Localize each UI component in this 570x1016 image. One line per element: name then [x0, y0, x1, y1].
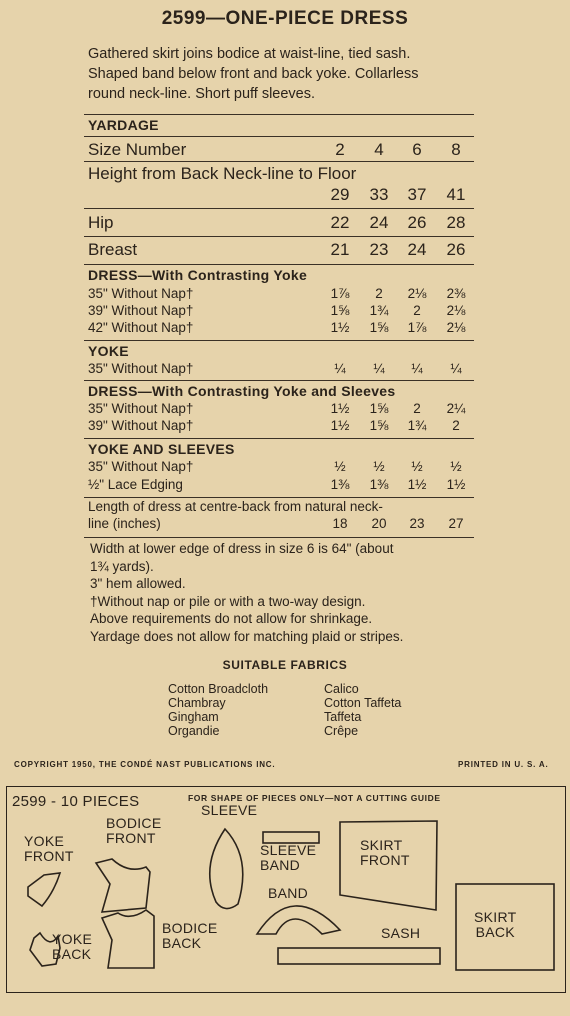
hip-value: 24	[369, 213, 389, 232]
cell-value: 1½	[446, 477, 466, 492]
cell-value: ¼	[411, 361, 423, 376]
row-label: 35" Without Nap†	[88, 401, 194, 416]
note-line: 3" hem allowed.	[90, 576, 186, 591]
bodice-back-piece	[102, 910, 154, 968]
height-value: 37	[407, 185, 427, 204]
cell-value: 1⅝	[369, 418, 389, 433]
fabric-item: Taffeta	[324, 710, 362, 724]
breast-value: 23	[369, 240, 389, 259]
length-value: 18	[332, 516, 348, 531]
note-line: Above requirements do not allow for shrinkage.	[90, 611, 373, 626]
page-title: 2599—ONE-PIECE DRESS	[161, 8, 409, 29]
cell-value: 2	[375, 286, 383, 301]
length-value: 27	[448, 516, 464, 531]
size-value: 4	[374, 140, 384, 159]
printed-text: PRINTED IN U. S. A.	[458, 760, 549, 769]
skirt-back-label: SKIRT BACK	[474, 909, 517, 940]
row-label: 35" Without Nap†	[88, 286, 194, 301]
cell-value: 1⅜	[369, 477, 389, 492]
sleeve-band-label: SLEEVE BAND	[260, 842, 317, 873]
hip-label: Hip	[88, 213, 114, 232]
sash-piece	[278, 948, 440, 964]
cell-value: 1⅝	[369, 401, 389, 416]
hip-value: 26	[407, 213, 427, 232]
row-label: 35" Without Nap†	[88, 459, 194, 474]
bodice-front-label: BODICE FRONT	[106, 815, 162, 846]
cell-value: 2	[413, 303, 421, 318]
length-label: line (inches)	[88, 516, 161, 531]
row-label: 39" Without Nap†	[88, 303, 194, 318]
cell-value: 1⅞	[407, 320, 427, 335]
row-label: ½" Lace Edging	[88, 477, 183, 492]
bodice-front-piece	[96, 859, 150, 912]
section-heading: YOKE	[88, 343, 129, 359]
note-line: Yardage does not allow for matching plaid or stripes.	[90, 628, 404, 644]
fabric-item: Calico	[324, 682, 359, 696]
cell-value: 1½	[330, 320, 350, 335]
cell-value: 1½	[330, 418, 350, 433]
size-value: 2	[335, 140, 345, 159]
cell-value: 2¼	[446, 401, 466, 416]
cell-value: ½	[373, 459, 385, 474]
description-line: round neck-line. Short puff sleeves.	[88, 86, 316, 102]
height-value: 29	[330, 185, 350, 204]
cell-value: 2⅛	[407, 286, 427, 301]
size-value: 6	[412, 140, 422, 159]
note-line: †Without nap or pile or with a two-way design.	[90, 593, 366, 609]
hip-value: 28	[446, 213, 466, 232]
cell-value: 1⅝	[369, 320, 389, 335]
note-line: Width at lower edge of dress in size 6 is 64" (about	[90, 541, 394, 556]
cell-value: ¼	[334, 361, 346, 376]
row-label: 39" Without Nap†	[88, 418, 194, 433]
section-heading: DRESS—With Contrasting Yoke and Sleeves	[88, 383, 396, 399]
sleeve-label: SLEEVE	[201, 802, 258, 818]
breast-label: Breast	[88, 240, 138, 259]
description-line: Shaped band below front and back yoke. Collarless	[88, 66, 419, 82]
length-value: 20	[371, 516, 387, 531]
row-label: 42" Without Nap†	[88, 320, 194, 335]
fabric-item: Organdie	[168, 724, 220, 738]
fabric-item: Gingham	[168, 710, 219, 724]
cell-value: ¼	[450, 361, 462, 376]
skirt-front-label: SKIRT FRONT	[360, 837, 410, 868]
cell-value: 2⅜	[446, 286, 466, 301]
height-value: 41	[446, 185, 466, 204]
cell-value: ½	[411, 459, 423, 474]
cell-value: 1¾	[369, 303, 389, 318]
yoke-front-piece	[28, 873, 60, 906]
row-label: 35" Without Nap†	[88, 361, 194, 376]
length-value: 23	[409, 516, 425, 531]
fabric-item: Cotton Taffeta	[324, 696, 402, 710]
fabric-item: Crêpe	[324, 724, 359, 738]
size-value: 8	[451, 140, 461, 159]
cell-value: 1⅝	[330, 303, 350, 318]
length-label: Length of dress at centre-back from natural neck-	[88, 499, 383, 514]
cell-value: 1½	[330, 401, 350, 416]
cell-value: ¼	[373, 361, 385, 376]
fabric-item: Chambray	[168, 696, 226, 710]
yardage-heading: YARDAGE	[88, 117, 159, 133]
cell-value: 2⅛	[446, 320, 466, 335]
cell-value: 2⅛	[446, 303, 466, 318]
size-label: Size Number	[88, 140, 187, 159]
section-heading: DRESS—With Contrasting Yoke	[88, 267, 308, 283]
fabric-item: Cotton Broadcloth	[168, 682, 269, 696]
cell-value: 2	[452, 418, 460, 433]
yoke-back-label: YOKE BACK	[52, 931, 93, 962]
cell-value: 1⅞	[330, 286, 350, 301]
cell-value: 2	[413, 401, 421, 416]
sleeve-piece	[210, 829, 243, 909]
cell-value: 1⅜	[330, 477, 350, 492]
fabrics-title: SUITABLE FABRICS	[222, 658, 348, 672]
yoke-front-label: YOKE FRONT	[24, 833, 74, 864]
breast-value: 26	[446, 240, 466, 259]
sash-label: SASH	[381, 925, 421, 941]
band-piece	[257, 906, 340, 934]
cell-value: ½	[334, 459, 346, 474]
pieces-title: 2599 - 10 PIECES	[12, 793, 140, 810]
section-heading: YOKE AND SLEEVES	[88, 441, 235, 457]
cell-value: 1½	[407, 477, 427, 492]
description-line: Gathered skirt joins bodice at waist-line, tied sash.	[88, 46, 411, 62]
breast-value: 24	[407, 240, 427, 259]
cell-value: ½	[450, 459, 462, 474]
bodice-back-label: BODICE BACK	[162, 920, 218, 951]
pieces-note: FOR SHAPE OF PIECES ONLY—NOT A CUTTING GUIDE	[188, 793, 441, 803]
height-value: 33	[369, 185, 389, 204]
band-label: BAND	[268, 885, 309, 901]
breast-value: 21	[330, 240, 350, 259]
copyright-text: COPYRIGHT 1950, THE CONDÉ NAST PUBLICATIONS INC.	[14, 760, 276, 769]
height-label: Height from Back Neck-line to Floor	[88, 164, 357, 183]
cell-value: 1¾	[407, 418, 427, 433]
hip-value: 22	[330, 213, 350, 232]
note-line: 1¾ yards).	[90, 558, 154, 574]
